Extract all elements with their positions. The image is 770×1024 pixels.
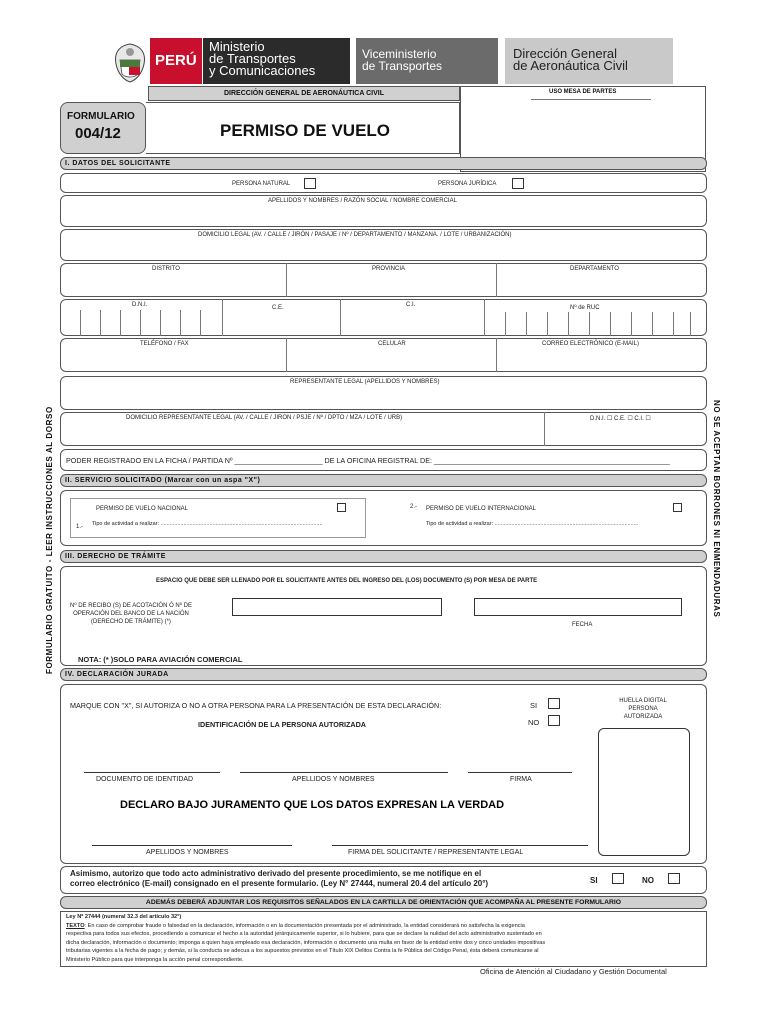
- departamento-label: DEPARTAMENTO: [570, 266, 619, 272]
- section4-header: IV. DECLARACIÓN JURADA: [60, 668, 707, 681]
- section2-header: II. SERVICIO SOLICITADO (Marcar con un aspa "X"): [60, 474, 707, 487]
- dg-line2: de Aeronáutica Civil: [513, 58, 628, 73]
- texto-label: TEXTO: [66, 922, 85, 929]
- marque-label: MARQUE CON "X", SI AUTORIZA O NO A OTRA PERSONA PARA LA PRESENTACIÓN DE ESTA DECLARACIÓN:: [70, 701, 442, 710]
- representante-label: REPRESENTANTE LEGAL (APELLIDOS Y NOMBRES): [290, 379, 440, 385]
- notif-si-label: SI: [590, 876, 598, 885]
- formulario-number: 004/12: [75, 125, 121, 142]
- section1-header: I. DATOS DEL SOLICITANTE: [60, 157, 707, 170]
- nacional-option: [70, 498, 366, 538]
- si-label: SI: [530, 701, 538, 710]
- apellidos-nombres2-label: APELLIDOS Y NOMBRES: [146, 849, 229, 856]
- provincia-label: PROVINCIA: [372, 266, 406, 272]
- persona-natural-checkbox[interactable]: [304, 178, 316, 189]
- apellidos-label: APELLIDOS Y NOMBRES / RAZÓN SOCIAL / NOMBRE COMERCIAL: [268, 198, 457, 204]
- doc-identidad-label: DOCUMENTO DE IDENTIDAD: [96, 776, 194, 783]
- declaro-label: DECLARO BAJO JURAMENTO QUE LOS DATOS EXPRESAN LA VERDAD: [120, 799, 505, 811]
- nacional-label: PERMISO DE VUELO NACIONAL: [96, 506, 189, 512]
- fecha-input[interactable]: [474, 598, 682, 616]
- persona-juridica-label: PERSONA JURÍDICA: [438, 181, 497, 187]
- internacional-label: PERMISO DE VUELO INTERNACIONAL: [426, 506, 537, 512]
- formulario-label: FORMULARIO: [67, 111, 135, 122]
- footer-office: Oficina de Atención al Ciudadano y Gestión Documental: [480, 967, 667, 976]
- nota-label: NOTA: (* )SOLO PARA AVIACIÓN COMERCIAL: [78, 655, 243, 664]
- huella-label: HUELLA DIGITAL PERSONA AUTORIZADA: [619, 698, 667, 720]
- notif-no-label: NO: [642, 876, 654, 885]
- recibo-label: Nº DE RECIBO (S) DE ACOTACIÓN Ó Nº DE OPERACIÓN DEL BANCO DE LA NACIÓN (DERECHO DE TRÁMITE) (*): [70, 603, 192, 625]
- section3-header: III. DERECHO DE TRÁMITE: [60, 550, 707, 563]
- correo-label: CORREO ELECTRÓNICO (E-MAIL): [542, 341, 640, 347]
- fecha-label: FECHA: [572, 622, 593, 628]
- form-title-box: [146, 102, 460, 154]
- coat-of-arms-logo: [110, 40, 150, 86]
- dg-line1: Dirección General: [513, 46, 618, 61]
- ley-title: Ley Nº 27444 (numeral 32.3 del artículo 32°): [66, 914, 182, 920]
- autoriza-no-checkbox[interactable]: [548, 715, 560, 726]
- ruc-label: Nº de RUC: [570, 305, 600, 311]
- dni-label: D.N.I.: [132, 302, 148, 308]
- vice-line1: Viceministerio: [362, 47, 437, 61]
- num1-label: 1.-: [76, 524, 84, 530]
- celular-label: CELULAR: [378, 341, 406, 347]
- notif-no-checkbox[interactable]: [668, 873, 680, 884]
- apellidos-nombres-label: APELLIDOS Y NOMBRES: [292, 776, 375, 783]
- recibo-input[interactable]: [232, 598, 442, 616]
- persona-type-box: [60, 173, 707, 193]
- domicilio-label: DOMICILIO LEGAL (AV. / CALLE / JIRÓN / PASAJE / Nº / DEPARTAMENTO / MANZANA. / LOTE / URBANIZACIÓN): [198, 232, 512, 238]
- persona-natural-label: PERSONA NATURAL: [232, 181, 291, 187]
- domicilio-rep-label: DOMICILIO REPRESENTANTE LEGAL (AV. / CALLE / JIRON / PSJE / Nº / DPTO / MZA / LOTE / URB): [126, 415, 403, 421]
- ci-label: C.I.: [406, 302, 416, 308]
- peru-brand-box: [150, 38, 202, 84]
- viceministry-box: [356, 38, 498, 84]
- form-title: PERMISO DE VUELO: [220, 121, 391, 140]
- side-text-right: NO SE ACEPTAN BORRONES NI ENMENDADURAS: [712, 400, 721, 618]
- nacional-checkbox[interactable]: [337, 503, 346, 512]
- vice-line2: de Transportes: [362, 59, 443, 73]
- espacio-label: ESPACIO QUE DEBE SER LLENADO POR EL SOLICITANTE ANTES DEL INGRESO DEL (LOS) DOCUMENTO (S) POR MESA DE PARTE: [156, 578, 538, 584]
- direccion-general-box: [505, 38, 673, 84]
- ministry-box: [203, 38, 350, 84]
- tipo1-label: Tipo de actividad a realizar: ..........................................................................................................: [92, 521, 323, 527]
- huella-box[interactable]: [598, 728, 690, 856]
- num2-label: 2.-: [410, 504, 418, 510]
- side-text-left: FORMULARIO GRATUITO - LEER INSTRUCCIONES AL DORSO: [45, 406, 54, 674]
- ministry-line3: y Comunicaciones: [209, 63, 316, 78]
- tipo2-label: Tipo de actividad a realizar: ..............................................................................................: [426, 521, 639, 527]
- no-label: NO: [528, 718, 540, 727]
- firma-label: FIRMA: [510, 776, 532, 783]
- notif-si-checkbox[interactable]: [612, 873, 624, 884]
- ademas-bar: ADEMÁS DEBERÁ ADJUNTAR LOS REQUISITOS SEÑALADOS EN LA CARTILLA DE ORIENTACIÓN QUE ACOMPAÑA AL PRESENTE FORMULARIO: [60, 896, 707, 909]
- identificacion-label: IDENTIFICACIÓN DE LA PERSONA AUTORIZADA: [198, 720, 366, 729]
- persona-juridica-checkbox[interactable]: [512, 178, 524, 189]
- ministry-line2: de Transportes: [209, 51, 296, 66]
- poder-label: PODER REGISTRADO EN LA FICHA / PARTIDA Nº ______________________ DE LA OFICINA REGISTRAL DE: ___________________________________________________________: [66, 456, 670, 465]
- mesa-partes-label: USO MESA DE PARTES: [549, 89, 617, 95]
- dgac-label-bar: DIRECCIÓN GENERAL DE AERONÁUTICA CIVIL: [148, 86, 460, 101]
- ley-text: Ley Nº 27444 (numeral 32.3 del artículo 32°) TEXTO: En caso de comprobar fraude o falsedad en la declaración, información o en la documentación presentada por el administrado, la entidad considerará no satisfecha la exigencia respectiva para todos sus efectos, procediendo a comunicar el hecho a la autoridad jerárquicamente superior, si lo hubiere, para que se declare la nulidad del acto administrativo sustentado en dicha declaración, información o documento; imponga a quien haya empleado esa declaración, información o documento una multa en favor de la entidad entre dos y cinco unidades impositivas tributarias vigentes a la fecha de pago; y demás, si la conducta se adecua a los supuestos previstos en el Título XIX Delitos Contra la fe Pública del Código Penal, ésta deberá comunicarse al Ministerio Público para que interponga la acción penal correspondiente.: [66, 914, 546, 963]
- doc-types-label[interactable]: D.N.I. ☐ C.E. ☐ C.I. ☐: [590, 416, 651, 422]
- autoriza-si-checkbox[interactable]: [548, 698, 560, 709]
- firma-solicitante-label: FIRMA DEL SOLICITANTE / REPRESENTANTE LEGAL: [348, 849, 524, 856]
- ministry-line1: Ministerio: [209, 39, 265, 54]
- distrito-label: DISTRITO: [152, 266, 180, 272]
- internacional-checkbox[interactable]: [673, 503, 682, 512]
- peru-label: PERÚ: [155, 52, 197, 69]
- telefono-label: TELÉFONO / FAX: [140, 341, 189, 347]
- ce-label: C.E.: [272, 305, 284, 311]
- formulario-box: [60, 102, 146, 154]
- autorizo-text: Asimismo, autorizo que todo acto administrativo derivado del presente procedimiento, se me notifique en el correo electrónico (E-mail) consignado en el presente formulario. (Ley N° 27444, numeral 20.4 del artículo 20°): [70, 869, 489, 888]
